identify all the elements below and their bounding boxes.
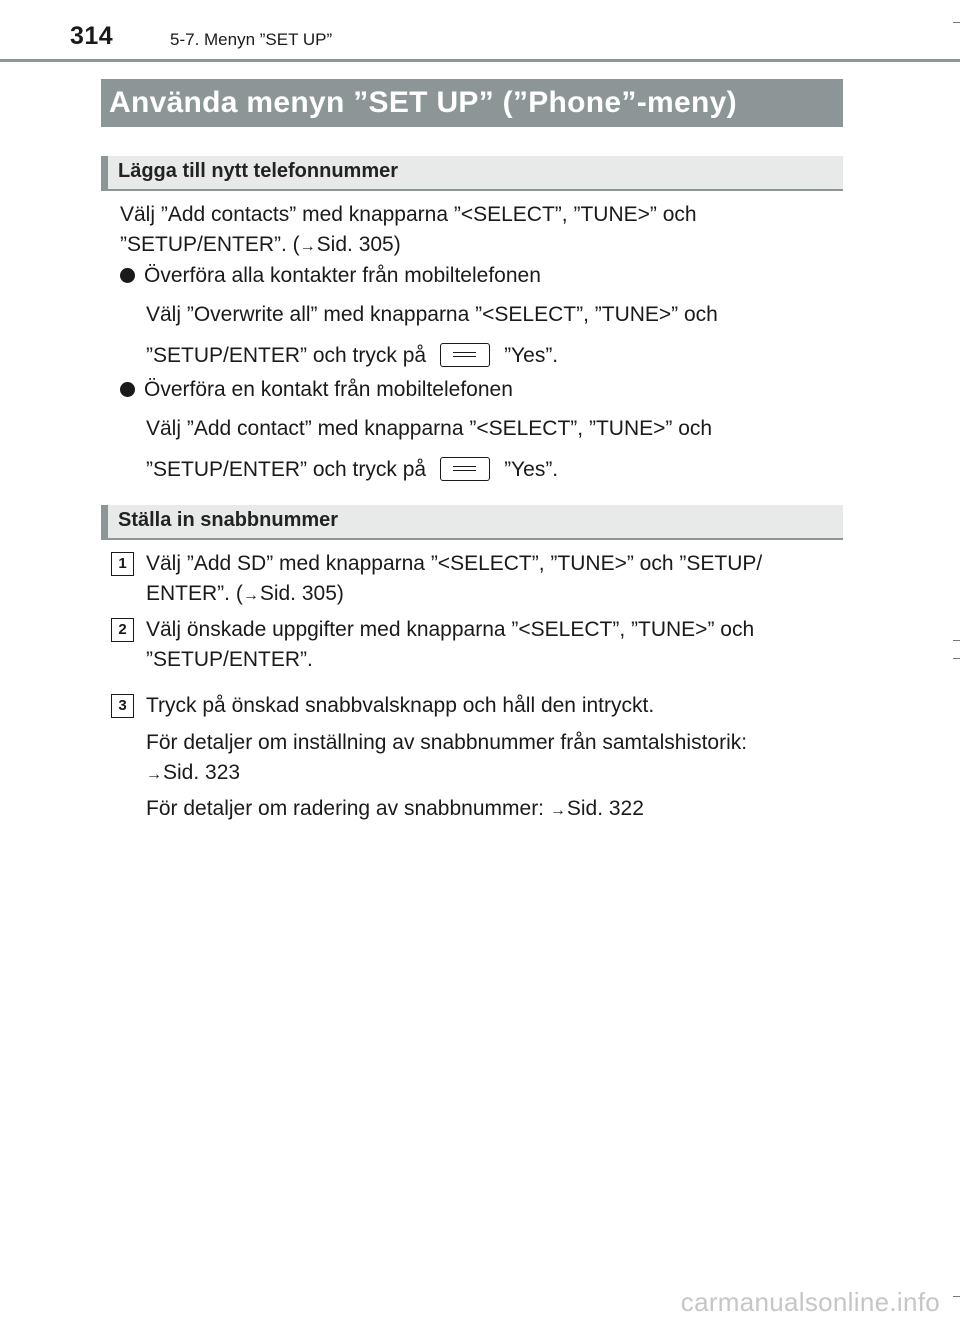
intro-line-2-text: ”SETUP/ENTER”. ( [120,233,300,256]
bullet-transfer-one [120,376,513,404]
page-title: Använda menyn ”SET UP” (”Phone”-meny) [101,79,843,127]
note-1-line-2 [146,758,836,790]
bullet-transfer-all [120,262,541,290]
step-1-text [146,549,836,611]
step-1-line-1: Välj ”Add SD” med knapparna ”<SELECT”, ”TUNE>” och ”SETUP/ [146,552,763,575]
step-3-note-1 [146,728,836,790]
step-2-text [146,615,836,675]
intro-line-1: Välj ”Add contacts” med knapparna ”<SELECT”, ”TUNE>” och [120,203,697,226]
page-link-323[interactable]: Sid. 323 [163,761,241,784]
arrow-icon: → [549,802,566,819]
step-number-2: 2 [111,618,134,642]
crop-mark [953,658,960,659]
bullet-title: Överföra en kontakt från mobiltelefonen [144,378,513,401]
crop-mark [953,640,960,641]
step-number-1: 1 [111,552,134,576]
note-2-text: För detaljer om radering av snabbnummer: [146,797,550,820]
intro-line-2 [120,230,836,262]
arrow-icon: → [299,238,316,255]
section-heading-speed-dial: Ställa in snabbnummer [101,505,843,540]
step-number-3: 3 [111,694,134,718]
step-2-line-1: Välj önskade uppgifter med knapparna ”<SELECT”, ”TUNE>” och [146,618,755,641]
body-line-2-text: ”SETUP/ENTER” och tryck på [146,344,427,367]
bullet-dot-icon [120,382,135,397]
section-reference: 5-7. Menyn ”SET UP” [170,30,333,49]
bullet-transfer-all-body-line-2 [146,341,836,371]
header-divider [0,59,960,62]
step-3-line-1: Tryck på önskad snabbvalsknapp och håll den intryckt. [146,694,655,717]
body-line-2-text: ”SETUP/ENTER” och tryck på [146,458,427,481]
page-number: 314 [70,22,114,50]
step-3-text [146,691,836,721]
phone-key-icon [440,343,490,367]
section-heading-add-number: Lägga till nytt telefonnummer [101,156,843,191]
bullet-transfer-one-body [146,414,836,444]
bullet-transfer-all-body [146,300,836,330]
bullet-dot-icon [120,268,135,283]
arrow-icon: → [242,587,259,604]
watermark: carmanualsonline.info [680,1287,940,1317]
page-link-322[interactable]: Sid. 322 [566,797,644,820]
body-line-1: Välj ”Overwrite all” med knapparna ”<SELECT”, ”TUNE>” och [146,303,718,326]
bullet-transfer-one-body-line-2 [146,455,836,485]
intro-paragraph [120,200,836,262]
note-1-line-1: För detaljer om inställning av snabbnummer från samtalshistorik: [146,731,748,754]
step-3-note-2 [146,794,836,826]
page-link-305[interactable]: Sid. 305) [259,582,344,605]
phone-key-icon [440,457,490,481]
step-2-line-2: ”SETUP/ENTER”. [146,648,313,671]
page-link-305[interactable]: Sid. 305) [316,233,401,256]
body-line-2-yes: ”Yes”. [504,344,559,367]
crop-mark [953,22,960,23]
body-line-2-yes: ”Yes”. [504,458,559,481]
crop-mark [953,1296,960,1297]
bullet-title: Överföra alla kontakter från mobiltelefonen [144,264,541,287]
body-line-1: Välj ”Add contact” med knapparna ”<SELECT”, ”TUNE>” och [146,417,713,440]
step-1-line-2-text: ENTER”. ( [146,582,243,605]
arrow-icon: → [146,766,162,783]
step-1-line-2 [146,579,836,611]
